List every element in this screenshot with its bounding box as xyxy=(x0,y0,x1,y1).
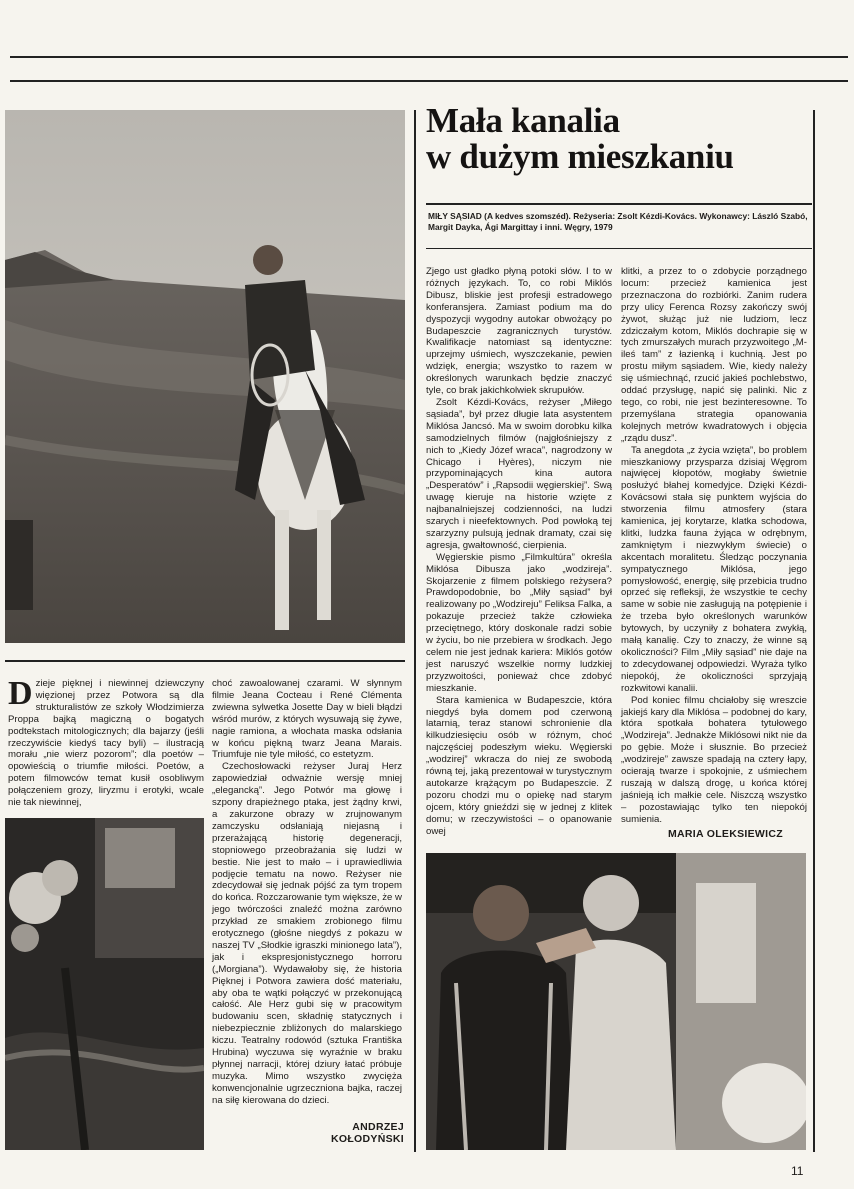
article2-paragraph: Ta anegdota „z życia wzięta”, bo problem mieszkaniowy przysparza dzisiaj Węgrom najwięcej kłopotów, mogłaby świetnie posłużyć błahej komedyjce. Dzięki Kézdi-Kovácsowi stała się punktem wyjścia do stworzenia filmu atmosfery (stara kamienica, jej korytarze, klatka schodowa, klitki, ludzka fauna żyjąca w odrębnym, zamkniętym i niezwykłym świecie) o akcentach moralitetu. Śledząc poczynania sympatycznego Miklósa, jego pomysłowość, energię, siłę przebicia trudno oprzeć się refleksji, że wszystkie te cechy same w sobie nie zasługują na potępienie i że trzeba było określonych warunków bytowych, by uczyniły z bohatera zwykłą, małą kanalię. Czy to znaczy, że winne są okoliczności? Film „Miły sąsiad” nie daje na to zdecydowanej odpowiedzi. Wyraża tylko niepokój, że okoliczności sprzyjają rozkwitowi kanalii. xyxy=(621,444,807,694)
page-number: 11 xyxy=(791,1164,804,1178)
title-line-1: Mała kanalia xyxy=(426,101,620,140)
photo-horseman xyxy=(5,110,405,643)
article1-paragraph: choć zawoalowanej czarami. W słynnym filmie Jeana Cocteau i René Clémenta zwiewna sylwetka Josette Day w bieli błądzi wśród murów, z których wysuwają się żywe, nagie ramiona, a włochata maska odsłania w końcu piękną twarz Jeana Marais. Triumfuje nie tyle miłość, co estetyzm. xyxy=(212,678,402,761)
bush-image xyxy=(5,818,204,1150)
film-credits: MIŁY SĄSIAD (A kedves szomszéd). Reżyseria: Zsolt Kézdi-Kovács. Wykonawcy: László Szabó, Margit Dayka, Ági Margittay i inni. Węgry, 1979 xyxy=(428,211,808,233)
column-divider xyxy=(414,110,416,1152)
title-rule xyxy=(426,203,812,205)
photo-bottom-rule xyxy=(5,660,405,662)
article2-paragraph: Zsolt Kézdi-Kovács, reżyser „Miłego sąsiada”, był przez długie lata asystentem Miklósa Jancsó. Ma w swoim dorobku kilka samodzielnych filmów (najgłośniejszy z nich to „Kiedy Józef wraca”, nagrodzony w Chicago i Hyères), niczym nie przypominających kina autora „Desperatów” i „Rapsodii węgierskiej”. Swą uwagę kieruje na historie wzięte z najbanalniejszej codzienności, na ludzi szarych i nieefektownych. Pod powłoką tej szarzyzny pulsują jednak dramaty, czai się agresja, gwałtowność, cierpienia. xyxy=(426,396,612,551)
dropcap-d: D xyxy=(8,675,33,712)
article1-col2 xyxy=(212,678,402,1107)
author-last-name: KOŁODYŃSKI xyxy=(330,1133,404,1145)
article1-col1 xyxy=(8,675,204,809)
article2-paragraph: Węgierskie pismo „Filmkultúra” określa Miklósa Dibusza jako „wodzireja”. Skojarzenie z filmem polskiego reżysera? Prawdopodobnie, bo „Miły sąsiad” był realizowany po „Wodzireju” Feliksa Falka, a pokazuje przecież także człowieka przeciętnego, który doskonale radzi sobie w życiu, bo nie przebiera w środkach. Jego celem nie jest jednak kariera: Miklós gotów jest naruszyć wszelkie normy ludzkiej przyzwoitości, ponieważ chce zdobyć mieszkanie. xyxy=(426,551,612,694)
author-first-name: ANDRZEJ xyxy=(352,1121,404,1133)
article1-author xyxy=(330,1121,404,1145)
article2-paragraph: klitki, a przez to o zdobycie porządnego locum: przecież kamienica jest przeznaczona do rozbiórki. Zanim rudera przy ulicy Ferenca Rozsy zakończy swój żywot, służąc już nie ludziom, lecz zdziczałym kotom, Miklós dochrapie się w tych zmurszałych murach przyzwoitego „M-ileś tam” z łazienką i kuchnią. Jest po prostu miłym sąsiadem. Wie, kiedy należy się uśmiechnąć, rzucić jakieś pochlebstwo, oddać przysługę, napić się palinki. Nic z tego, co robi, nie jest bezinteresowne. To przemyślana strategia opanowania kolejnych metrów kwadratowych i objęcia „rządu dusz”. xyxy=(621,266,807,444)
top-rule-2 xyxy=(10,80,848,82)
photo-bush xyxy=(5,818,204,1150)
article2-col2 xyxy=(621,266,807,826)
article2-paragraph: Stara kamienica w Budapeszcie, która niegdyś była domem pod czerwoną latarnią, teraz stanowi schronienie dla kilkudziesięciu osób w różnym, choć najczęściej podeszłym wieku. Węgierski „wodzirej” wkracza do niej ze swobodą równą tej, jaką prezentował w turystycznym autokarze krążącym po Budapeszcie. Z pozoru chodzi mu o opiekę nad starym ojcem, który gnieździ się w jednej z klitek domu; w rzeczywistości – o opanowanie owej xyxy=(426,694,612,837)
article1-paragraph: zieje pięknej i niewinnej dziewczyny więzionej przez Potwora są dla strukturalistów ze szkoły Włodzimierza Proppa bajką magiczną o bogatych podtekstach mitologicznych; dla bajarzy (jeśli rzeczywiście kiedyś tacy byli) – ilustracją morału „nie wierz pozorom”; dla poetów – opowieścią o triumfie miłości. Poetów, a potem filmowców temat kusił osobliwym połączeniem grozy, liryzmu i erotyki, wcale nie tak niewinnej, xyxy=(8,678,204,809)
scene-image xyxy=(426,853,806,1150)
photo-scene xyxy=(426,853,806,1150)
credits-rule xyxy=(426,248,812,249)
article2-paragraph: Zjego ust gładko płyną potoki słów. I to w różnych językach. To, co robi Miklós Dibusz, bliskie jest profesji estradowego konferansjera. Zamiast podium ma do dyspozycji wygodny autokar obwożący po Budapeszcie zagranicznych turystów. Kwalifikacje natomiast są identyczne: uprzejmy uśmiech, wyszczekanie, pewien wdzięk, energia; wszystko to razem w określonych warunkach będzie znaczyć tyle, co brak jakichkolwiek skrupułów. xyxy=(426,266,612,397)
article1-paragraph: Czechosłowacki reżyser Juraj Herz zapowiedział odważnie wersję mniej „elegancką”. Jego Potwór ma głowę i szpony drapieżnego ptaka, jest żądny krwi, a zakurzone obrazy w zrujnowanym zamczysku odsłaniają niejasną i przerażającą historię degeneracji, stopniowego przeobrażania się ludzi w bestie. Nie jest to mało – i uprawiedliwia podjęcie tematu na nowo. Reżyser nie zdecydował się jednak pójść za tym tropem do końca. Rozczarowanie tym większe, że w jego twórczości znaleźć można zarówno przykład ze smakiem zrobionego filmu erotycznego (głośne niegdyś z pokazu w naszej TV „Słodkie igraszki minionego lata”), jak i ekspresjonistycznego horroru („Morgiana”). Wydawałoby się, że historia Pięknej i Potwora zawiera dość materiału, aby oba te wątki połączyć w przekonującą całość. Ale Herz gubi się w pracowitym budowaniu scen, składnię statycznych i niebezpiecznie zbliżonych do malarskiego kiczu. Teatralny rodowód (sztuka Františka Hrubina) wyczuwa się wyraźnie w braku płynnej narracji, której dziury łatać próbuje muzyka. Mimo wszystko zwycięża konwencjonalnie ugrzeczniona bajka, raczej na siłę kierowana do dzieci. xyxy=(212,761,402,1106)
article2-paragraph: Pod koniec filmu chciałoby się wreszcie jakiejś kary dla Miklósa – podobnej do kary, która spotkała bohatera tytułowego „Wodzireja”. Jednakże Miklósowi nikt nie da po gębie. Może i słusznie. Bo przecież „wodzireje” zawsze spadają na cztery łapy, ocierają twarze i spokojnie, z uśmiechem ruszają w dalszą drogę, u końca której jaśnieją ich małkie cele. Niszczą wszystko – pozostawiając tylko ten niepokój sumienia. xyxy=(621,694,807,825)
right-edge-rule xyxy=(813,110,815,1152)
article2-author: MARIA OLEKSIEWICZ xyxy=(668,828,783,840)
article-title xyxy=(426,103,816,175)
horseman-image xyxy=(5,110,405,643)
top-rule xyxy=(10,56,848,58)
title-line-2: w dużym mieszkaniu xyxy=(426,137,734,176)
article2-col1 xyxy=(426,266,612,838)
